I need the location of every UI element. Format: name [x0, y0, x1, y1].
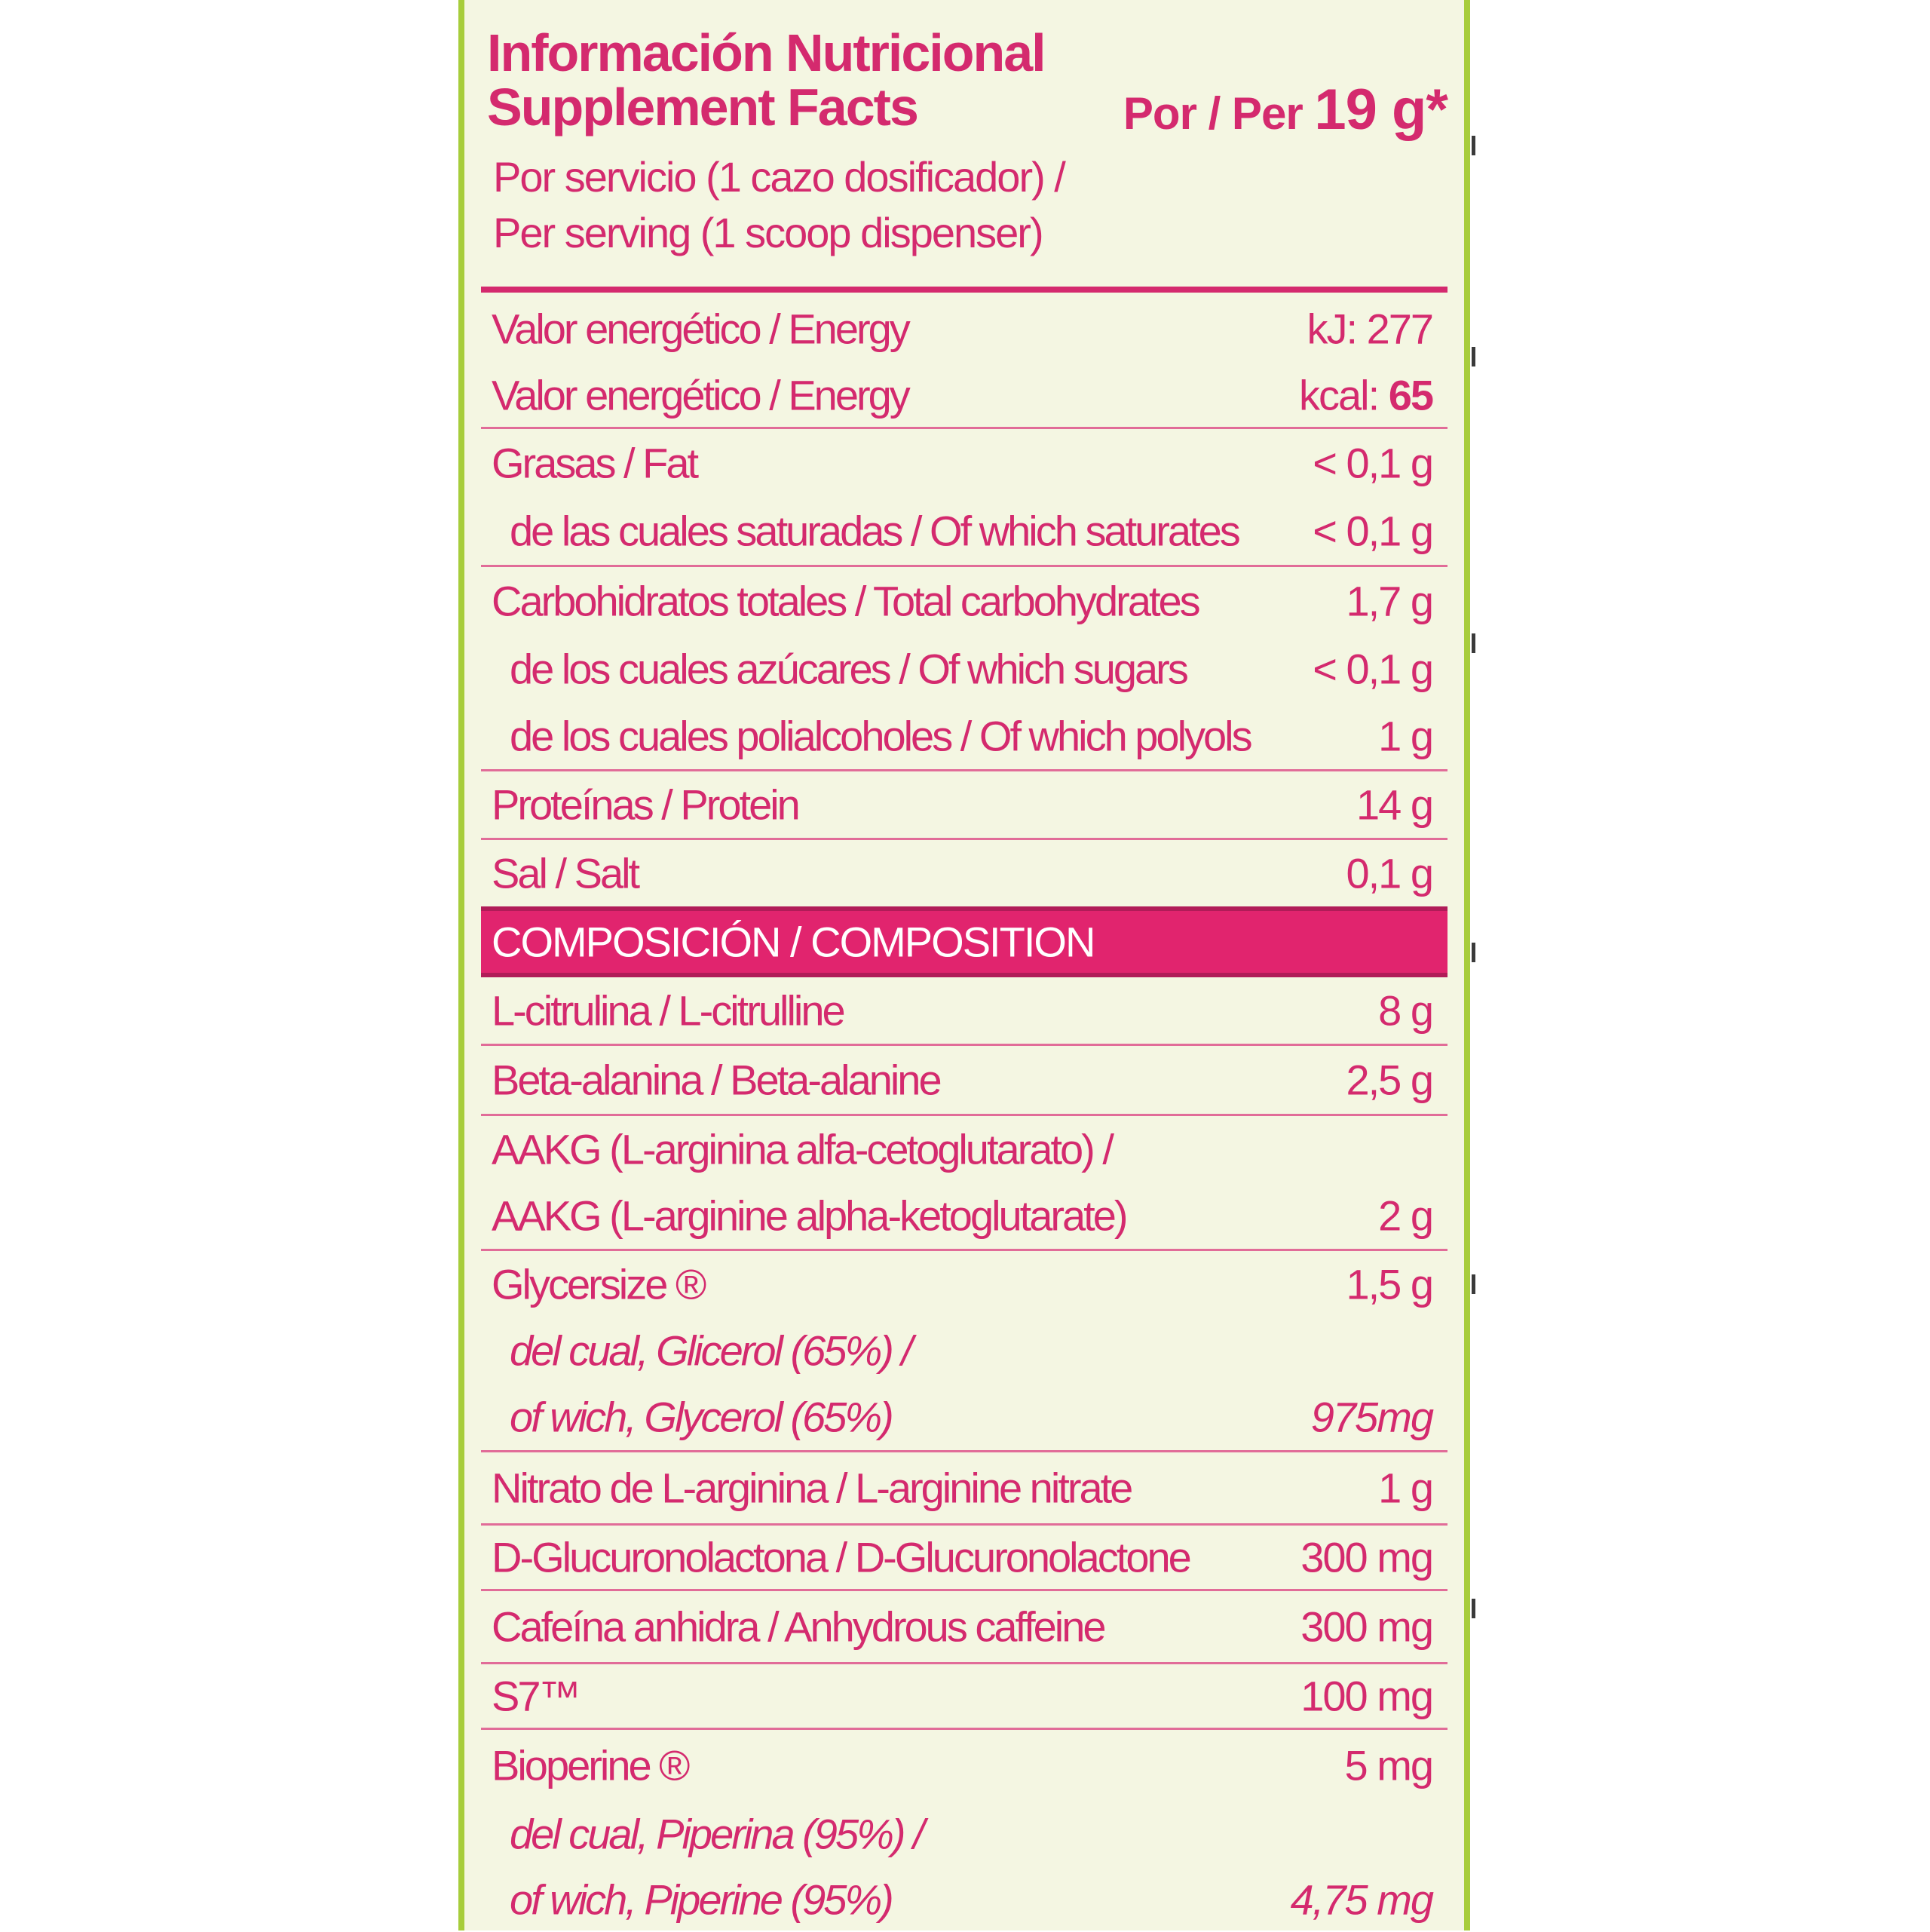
- ingredient-label: D-Glucuronolactona / D-Glucuronolactone: [492, 1533, 1190, 1581]
- nutrient-label: Sal / Salt: [492, 849, 639, 897]
- nutrient-label: Proteínas / Protein: [492, 780, 798, 829]
- nutrient-label: Grasas / Fat: [492, 439, 697, 487]
- fat-row: [481, 429, 1448, 567]
- caffeine-row: [481, 1591, 1448, 1664]
- ingredient-value: 975mg: [1310, 1393, 1432, 1441]
- ingredient-value: 2 g: [1378, 1191, 1432, 1240]
- glucuronolactone-row: [481, 1526, 1448, 1591]
- edge-marks: [1472, 0, 1476, 1930]
- arginine-nitrate-row: [481, 1452, 1448, 1526]
- ingredient-value: 1 g: [1378, 1464, 1432, 1512]
- ingredient-value: 300 mg: [1300, 1533, 1432, 1581]
- nutrient-label: Valor energético / Energy: [492, 371, 908, 419]
- ingredient-sublabel: of wich, Glycerol (65%): [510, 1393, 892, 1441]
- glycersize-row: [481, 1251, 1448, 1452]
- nutrient-value: < 0,1 g: [1313, 645, 1432, 693]
- nutrient-value: 1,7 g: [1346, 577, 1432, 625]
- ingredient-label: Bioperine ®: [492, 1741, 688, 1789]
- ingredient-sublabel: del cual, Glicerol (65%) /: [510, 1326, 911, 1375]
- nutrient-value: 0,1 g: [1346, 849, 1432, 897]
- nutrient-value: kcal: 65: [1299, 371, 1432, 419]
- citrulline-row: [481, 977, 1448, 1046]
- ingredient-label: AAKG (L-arginina alfa-cetoglutarato) /: [492, 1125, 1112, 1173]
- nutrient-value: 14 g: [1356, 780, 1432, 829]
- beta-alanine-row: [481, 1046, 1448, 1116]
- serving-description: [493, 149, 1065, 261]
- nutrient-value: 1 g: [1378, 712, 1432, 760]
- ingredient-label: Cafeína anhidra / Anhydrous caffeine: [492, 1602, 1104, 1651]
- ingredient-label: Glycersize ®: [492, 1260, 705, 1308]
- composition-heading-bar: [481, 906, 1448, 977]
- ingredient-value: 300 mg: [1300, 1602, 1432, 1651]
- title-english: Supplement Facts: [487, 78, 918, 136]
- ingredient-label: Beta-alanina / Beta-alanine: [492, 1056, 940, 1104]
- nutrient-sublabel: de las cuales saturadas / Of which saturates: [510, 507, 1239, 555]
- ingredient-value: 8 g: [1378, 986, 1432, 1035]
- ingredient-sublabel: del cual, Piperina (95%) /: [510, 1810, 923, 1858]
- header-divider: [481, 287, 1448, 293]
- energy-row: [481, 294, 1448, 429]
- ingredient-value: 5 mg: [1344, 1741, 1432, 1789]
- salt-row: [481, 840, 1448, 906]
- ingredient-value: 1,5 g: [1346, 1260, 1432, 1308]
- aakg-row: [481, 1116, 1448, 1251]
- title-spanish: Información Nutricional: [487, 23, 1045, 82]
- per-serving-amount: [1123, 77, 1448, 143]
- nutrient-value: kJ: 277: [1307, 305, 1432, 353]
- ingredient-value: 100 mg: [1300, 1672, 1432, 1720]
- nutrition-table: [481, 294, 1448, 1932]
- composition-heading: COMPOSICIÓN / COMPOSITION: [492, 918, 1095, 966]
- nutrient-sublabel: de los cuales polialcoholes / Of which polyols: [510, 712, 1251, 760]
- supplement-facts-panel: [458, 0, 1470, 1930]
- ingredient-label: S7™: [492, 1672, 579, 1720]
- ingredient-value: 2,5 g: [1346, 1056, 1432, 1104]
- nutrient-sublabel: de los cuales azúcares / Of which sugars: [510, 645, 1187, 693]
- nutrient-value: < 0,1 g: [1313, 507, 1432, 555]
- nutrient-value: < 0,1 g: [1313, 439, 1432, 487]
- ingredient-value: 4,75 mg: [1290, 1875, 1432, 1924]
- nutrient-label: Carbohidratos totales / Total carbohydrates: [492, 577, 1199, 625]
- ingredient-label: L-citrulina / L-citrulline: [492, 986, 844, 1035]
- carbohydrates-row: [481, 567, 1448, 771]
- serving-english: Per serving (1 scoop dispenser): [493, 209, 1043, 256]
- nutrient-label: Valor energético / Energy: [492, 305, 908, 353]
- bioperine-row: [481, 1730, 1448, 1932]
- protein-row: [481, 771, 1448, 840]
- s7-row: [481, 1664, 1448, 1730]
- ingredient-label: Nitrato de L-arginina / L-arginine nitrate: [492, 1464, 1132, 1512]
- serving-spanish: Por servicio (1 cazo dosificador) /: [493, 153, 1065, 201]
- per-amount: 19 g*: [1314, 78, 1448, 142]
- ingredient-sublabel: of wich, Piperine (95%): [510, 1875, 892, 1924]
- per-prefix: Por / Per: [1123, 88, 1315, 139]
- ingredient-label: AAKG (L-arginine alpha-ketoglutarate): [492, 1191, 1126, 1240]
